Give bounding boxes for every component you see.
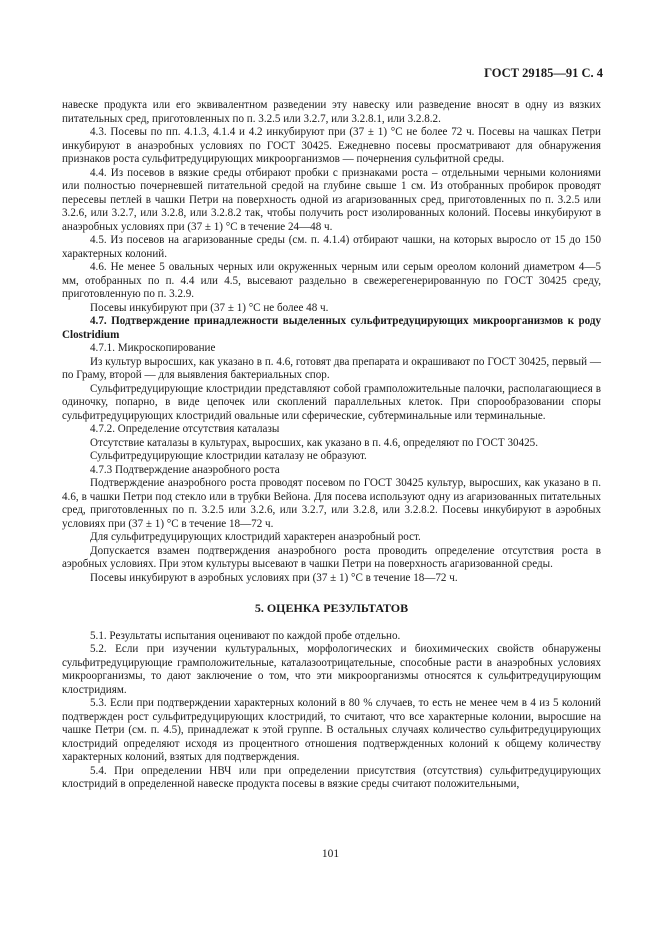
page-header: ГОСТ 29185—91 С. 4 xyxy=(484,66,603,80)
paragraph: 4.4. Из посевов в вязкие среды отбирают пробки с признаками роста – отдельными черными колониями или полностью почерневшей питательной средой на глубине свыше 1 см. Из отобранных пробирок проводят пересевы петлей в чашки Петри на поверхность одной из агаризованных сред, приготовленных по п. 3.2.5 или 3.2.6, или 3.2.7, или 3.2.8, или 3.2.8.2 так, чтобы получить рост изолированных колоний. Посевы инкубируют в анаэробных условиях при (37 ± 1) °С в течение 24—48 ч. xyxy=(62,166,601,233)
paragraph: Посевы инкубируют при (37 ± 1) °С не более 48 ч. xyxy=(90,301,329,314)
paragraph: 4.7.2. Определение отсутствия каталазы xyxy=(90,423,280,435)
paragraph: Подтверждение анаэробного роста проводят посевом по ГОСТ 30425 культур, выросших, как указано в п. 4.6, в чашки Петри под стекло или в трубки Вейона. Для посева используют одну из агаризованных питательных сред, приготовленных по п. 3.2.5 или 3.2.6, или 3.2.7, или 3.2.8, или 3.2.8.2. Посевы инкубируют в аэробных условиях при (37 ± 1) °С в течение 18—72 ч. xyxy=(62,477,601,530)
section-4-continuation xyxy=(62,99,601,585)
page-number: 101 xyxy=(321,848,340,860)
paragraph: 5.1. Результаты испытания оценивают по каждой пробе отдельно. xyxy=(90,629,401,642)
paragraph: навеске продукта или его эквивалентном разведении эту навеску или разведение вносят в одну из вязких питательных сред, приготовленных по п. 3.2.5 или 3.2.7, или 3.2.8.1, или 3.2.8.2. xyxy=(62,99,601,125)
section-5-body xyxy=(62,630,601,792)
paragraph: 5.3. Если при подтверждении характерных колоний в 80 % случаев, то есть не менее чем в 4 из 5 колоний подтвержден рост сульфитредуцирующих клостридий, то считают, что все характерные колонии, выросшие на чашке Петри (см. п. 4.5), принадлежат к этой группе. В остальных случаях количество сульфитредуцирующих клостридий определяют исходя из процентного отношения подтвержденных колоний к общему количеству характерных колоний, взятых для подтверждения. xyxy=(62,697,601,763)
paragraph: Сульфитредуцирующие клостридии представляют собой грамположительные палочки, располагающиеся в одиночку, попарно, в виде цепочек или скоплений параллельных клеток. При спорообразовании споры сульфитредуцирующих клостридий овальные или сферические, субтерминальные или терминальные. xyxy=(62,382,601,422)
paragraph: Отсутствие каталазы в культурах, выросших, как указано в п. 4.6, определяют по ГОСТ 30425. xyxy=(90,436,538,449)
paragraph: Сульфитредуцирующие клостридии каталазу не образуют. xyxy=(90,450,367,462)
paragraph: 4.3. Посевы по пп. 4.1.3, 4.1.4 и 4.2 инкубируют при (37 ± 1) °С не более 72 ч. Посевы на чашках Петри инкубируют в анаэробных условиях по ГОСТ 30425. Ежедневно посевы просматривают для обнаружения признаков роста сульфитредуцирующих микроорганизмов — почернения сульфитной среды. xyxy=(62,126,601,165)
paragraph: 5.2. Если при изучении культуральных, морфологических и биохимических свойств обнаружены сульфитредуцирующие грамположительные, каталазоотрицательные, способные расти в анаэробных условиях микроорганизмы, то дают заключение о том, что эти микроорганизмы относятся к сульфитредуцирующим клостридиям. xyxy=(62,643,601,696)
paragraph: Допускается взамен подтверждения анаэробного роста проводить определение отсутствия роста в аэробных условиях. При этом культуры высевают в чашки Петри на поверхность агаризованной среды. xyxy=(62,544,601,570)
paragraph: Из культур выросших, как указано в п. 4.6, готовят два препарата и окрашивают по ГОСТ 30425, первый — по Граму, второй — для выявления бактериальных спор. xyxy=(62,355,601,381)
paragraph: 4.7. Подтверждение принадлежности выделенных сульфитредуцирующих микроорганизмов к роду Clostridium xyxy=(62,315,601,341)
paragraph: Посевы инкубируют в аэробных условиях при (37 ± 1) °С в течение 18—72 ч. xyxy=(90,571,458,584)
paragraph: 5.4. При определении НВЧ или при определении присутствия (отсутствия) сульфитредуцирующих клостридий в определенной навеске продукта посевы в вязкие среды считают положительными, xyxy=(62,764,601,790)
paragraph: Для сульфитредуцирующих клостридий характерен анаэробный рост. xyxy=(90,531,421,543)
section-5-title: 5. ОЦЕНКА РЕЗУЛЬТАТОВ xyxy=(254,601,409,615)
document-body xyxy=(62,99,601,792)
paragraph: 4.5. Из посевов на агаризованные среды (см. п. 4.1.4) отбирают чашки, на которых выросло от 15 до 150 характерных колоний. xyxy=(62,234,601,260)
paragraph: 4.7.3 Подтверждение анаэробного роста xyxy=(90,463,280,476)
paragraph: 4.7.1. Микроскопирование xyxy=(90,342,216,354)
paragraph: 4.6. Не менее 5 овальных черных или окруженных черным или серым ореолом колоний диаметром 4—5 мм, отобранных по п. 4.4 или 4.5, высевают раздельно в свежерегенерированную по ГОСТ 30425 среду, приготовленную по п. 3.2.9. xyxy=(62,261,601,300)
